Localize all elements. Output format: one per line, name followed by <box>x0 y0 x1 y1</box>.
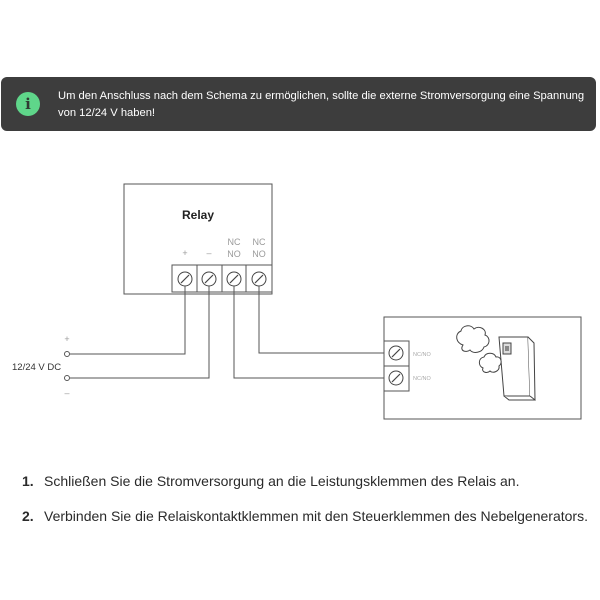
info-notice <box>1 77 596 131</box>
terminal-label-plus: + <box>182 248 188 258</box>
relay-terminal-plus <box>178 272 192 286</box>
relay-label: Relay <box>181 208 215 222</box>
step-1-number: 1. <box>22 473 34 489</box>
relay-terminal-nc-no-2 <box>252 272 266 286</box>
generator-terminal-1 <box>389 346 403 360</box>
wire-contact-2 <box>259 286 385 353</box>
terminal-label-no-1: NO <box>227 249 241 259</box>
notice-text: Um den Anschluss nach dem Schema zu ermöglichen, sollte die externe Stromversorgung eine Spannung von 12/24 V haben! <box>58 90 585 119</box>
wire-plus <box>70 286 185 354</box>
step-1-text: Schließen Sie die Stromversorgung an die Leistungsklemmen des Relais an. <box>44 473 520 489</box>
wire-minus <box>70 286 209 378</box>
power-plus-label: + <box>64 334 70 344</box>
step-1 <box>22 473 519 489</box>
generator-terminal-1-label: NC/NO <box>413 352 431 358</box>
step-2-text: Verbinden Sie die Relaiskontaktklemmen mit den Steuerklemmen des Nebelgenerators. <box>44 508 588 524</box>
terminal-label-minus: – <box>206 248 212 258</box>
relay-terminal-minus <box>202 272 216 286</box>
info-icon: i <box>16 92 40 116</box>
terminal-label-no-2: NO <box>252 249 266 259</box>
relay-terminal-nc-no-1 <box>227 272 241 286</box>
wire-contact-1 <box>234 286 385 378</box>
step-2-number: 2. <box>22 508 34 524</box>
power-minus-terminal <box>65 376 70 381</box>
terminal-label-nc-2: NC <box>252 237 266 247</box>
power-minus-label: – <box>64 388 70 398</box>
power-supply-label: 12/24 V DC <box>12 362 62 373</box>
generator-terminal-2-label: NC/NO <box>413 376 431 382</box>
terminal-label-nc-1: NC <box>227 237 241 247</box>
step-2 <box>22 508 588 524</box>
wiring-diagram <box>0 175 600 435</box>
power-plus-terminal <box>65 352 70 357</box>
generator-terminal-2 <box>389 371 403 385</box>
